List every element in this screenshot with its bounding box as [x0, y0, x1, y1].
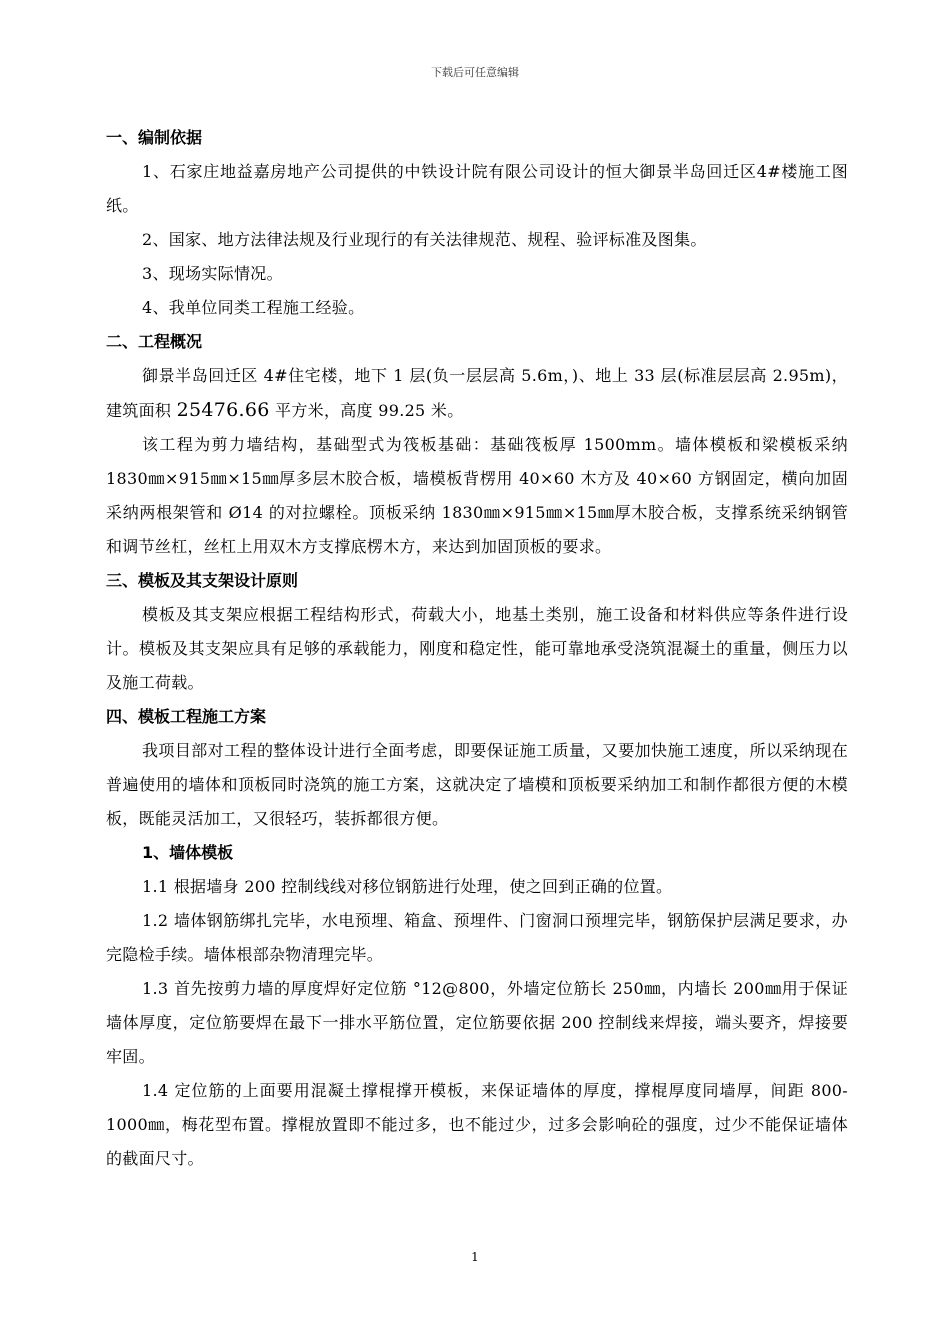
paragraph: 4、我单位同类工程施工经验。	[142, 298, 365, 317]
paragraph: 1.1 根据墙身 200 控制线线对移位钢筋进行处理，使之回到正确的位置。	[142, 877, 673, 896]
building-area-value: 25476.66	[176, 399, 270, 421]
paragraph-text: 御景半岛回迁区 4#住宅楼，地下 1 层(负一层层高 5.6m，)、地上 33 层(标准层层高 2.95m)，建筑面积	[106, 366, 848, 420]
section-heading-design-principles: 三、模板及其支架设计原则	[106, 571, 299, 590]
subsection-heading-wall-formwork: 1、墙体模板	[142, 843, 234, 862]
paragraph: 3、现场实际情况。	[142, 264, 283, 283]
paragraph-text: 平方米，高度 99.25 米。	[269, 401, 464, 420]
paragraph: 该工程为剪力墙结构，基础型式为筏板基础：基础筏板厚 1500mm。墙体模板和梁模板采纳 1830㎜×915㎜×15㎜厚多层木胶合板，墙模板背楞用 40×60 木方及 40×60 方钢固定，横向加固采纳两根架管和 Ø14 的对拉螺栓。顶板采纳 1830㎜×915㎜×15㎜厚木胶合板，支撑系统采纳钢管和调节丝杠，丝杠上用双木方支撑底楞木方，来达到加固顶板的要求。	[106, 435, 848, 556]
paragraph: 1、石家庄地益嘉房地产公司提供的中铁设计院有限公司设计的恒大御景半岛回迁区4#楼施工图纸。	[106, 162, 848, 215]
paragraph: 1.3 首先按剪力墙的厚度焊好定位筋 °12@800，外墙定位筋长 250㎜，内墙长 200㎜用于保证墙体厚度，定位筋要焊在最下一排水平筋位置，定位筋要依据 200 控制线来焊接，端头要齐，焊接要牢固。	[106, 979, 848, 1066]
paragraph: 1.4 定位筋的上面要用混凝土撑棍撑开模板，来保证墙体的厚度，撑棍厚度同墙厚，间距 800-1000㎜，梅花型布置。撑棍放置即不能过多，也不能过少，过多会影响砼的强度，过少不能保证墙体的截面尺寸。	[106, 1081, 848, 1168]
section-heading-construction-plan: 四、模板工程施工方案	[106, 707, 267, 726]
section-heading-basis: 一、编制依据	[106, 128, 203, 147]
document-body	[106, 121, 848, 1176]
section-heading-overview: 二、工程概况	[106, 332, 203, 351]
paragraph: 我项目部对工程的整体设计进行全面考虑，即要保证施工质量，又要加快施工速度，所以采纳现在普遍使用的墙体和顶板同时浇筑的施工方案，这就决定了墙模和顶板要采纳加工和制作都很方便的木模板，既能灵活加工，又很轻巧，装拆都很方便。	[106, 741, 848, 828]
paragraph	[106, 359, 848, 428]
page-number: 1	[471, 1250, 479, 1264]
paragraph: 模板及其支架应根据工程结构形式，荷载大小，地基土类别，施工设备和材料供应等条件进行设计。模板及其支架应具有足够的承载能力，刚度和稳定性，能可靠地承受浇筑混凝土的重量，侧压力以及施工荷载。	[106, 605, 848, 692]
page-header: 下载后可任意编辑	[431, 66, 519, 79]
paragraph: 2、国家、地方法律法规及行业现行的有关法律规范、规程、验评标准及图集。	[142, 230, 707, 249]
paragraph: 1.2 墙体钢筋绑扎完毕，水电预埋、箱盒、预埋件、门窗洞口预埋完毕，钢筋保护层满足要求，办完隐检手续。墙体根部杂物清理完毕。	[106, 911, 848, 964]
